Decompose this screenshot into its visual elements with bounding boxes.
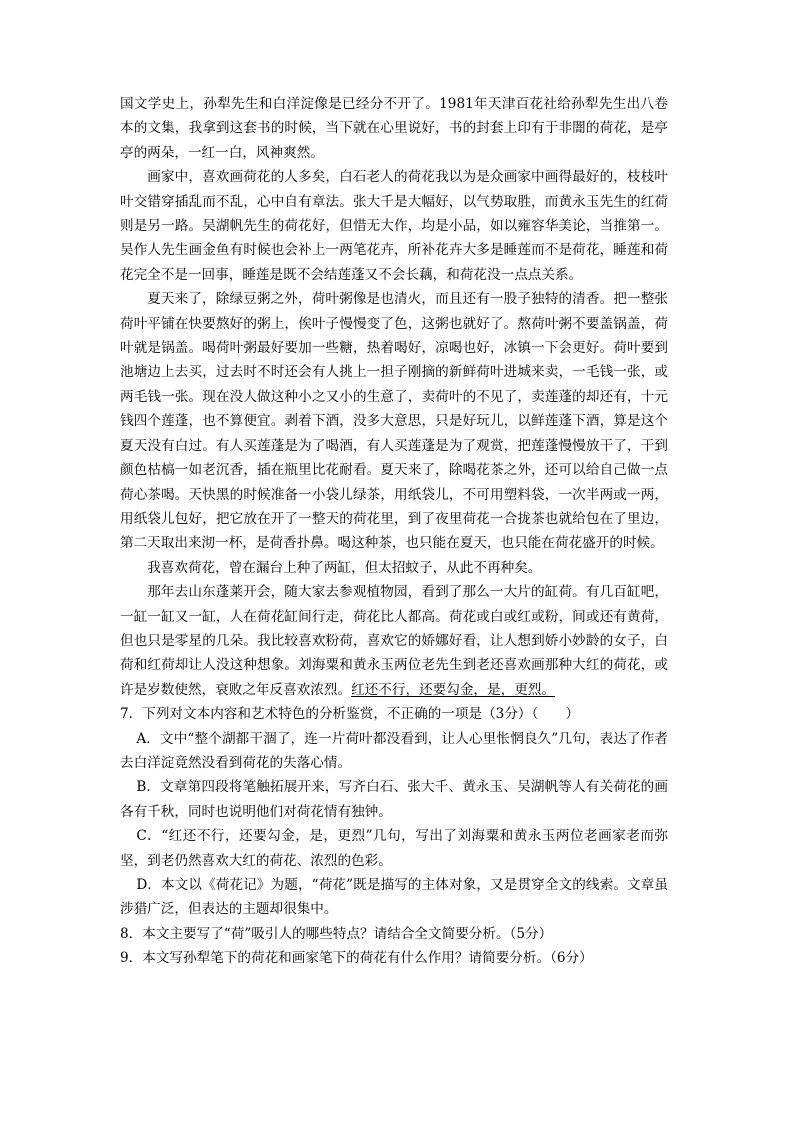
question-7-option-d: D．本文以《荷花记》为题，“荷花”既是描写的主体对象，又是贯穿全文的线索。文章虽涉猎广泛，但表达的主题却很集中。: [120, 877, 668, 918]
question-7-option-c: C．“红还不行，还要勾金，是，更烈”几句，写出了刘海粟和黄永玉两位老画家老而弥坚，到老仍然喜欢大红的荷花、浓烈的色彩。: [120, 828, 668, 869]
question-7-option-a: A．文中“整个湖都干涸了，连一片荷叶都没看到，让人心里怅惘良久”几句，表达了作者去白洋淀竟然没看到荷花的失落心情。: [120, 730, 668, 771]
passage-paragraph-2: 夏天来了，除绿豆粥之外，荷叶粥像是也清火，而且还有一股子独特的清香。把一整张荷叶平铺在快要熬好的粥上，俟叶子慢慢变了色，这粥也就好了。熬荷叶粥不要盖锅盖，荷叶就是锅盖。喝荷叶粥最好要加一些糖，热着喝好，凉喝也好，冰镇一下会更好。荷叶要到池塘边上去买，过去时不时还会有人挑上一担子刚摘的新鲜荷叶进城来卖，一毛钱一张，或两毛钱一张。现在没人做这种小之又小的生意了，卖荷叶的不见了，卖莲蓬的却还有，十元钱四个莲蓬，也不算便宜。剥着下酒，没多大意思，只是好玩儿，以鲜莲蓬下酒，算是这个夏天没有白过。有人买莲蓬是为了喝酒，有人买莲蓬是为了观赏，把莲蓬慢慢放干了，干到颜色枯槁一如老沉香，插在瓶里比花耐看。夏天来了，除喝花茶之外，还可以给自己做一点荷心茶喝。天快黑的时候准备一小袋儿绿茶，用纸袋儿，不可用塑料袋，一次半两或一两，用纸袋儿包好，把它放在开了一整天的荷花里，到了夜里荷花一合拢茶也就给包在了里边，第二天取出来沏一杯，是荷香扑鼻。喝这种茶，也只能在夏天，也只能在荷花盛开的时候。: [120, 291, 668, 552]
underlined-quote: 红还不行，还要勾金，是，更烈。: [351, 681, 555, 698]
passage-paragraph-3: 我喜欢荷花，曾在漏台上种了两缸，但太招蚊子，从此不再种矣。: [147, 559, 542, 576]
document-body: [120, 92, 668, 971]
question-9: 9．本文写孙犁笔下的荷花和画家笔下的荷花有什么作用？请简要分析。（6分）: [120, 950, 593, 967]
question-8: 8．本文主要写了“荷”吸引人的哪些特点？请结合全文简要分析。（5分）: [120, 925, 553, 942]
passage-paragraph-0: 国文学史上，孙犁先生和白洋淀像是已经分不开了。1981年天津百花社给孙犁先生出八卷本的文集，我拿到这套书的时候，当下就在心里说好，书的封套上印有于非闇的荷花，是亭亭的两朵，一红一白，风神爽然。: [120, 96, 668, 161]
passage-paragraph-4: [120, 580, 668, 702]
passage-paragraph-1: 画家中，喜欢画荷花的人多矣，白石老人的荷花我以为是众画家中画得最好的，枝枝叶叶交错穿插乱而不乱，心中自有章法。张大千是大幅好，以气势取胜，而黄永玉先生的红荷则是另一路。吴湖帆先生的荷花好，但惜无大作，均是小品，如以雍容华美论，当推第一。吴作人先生画金鱼有时候也会补上一两笔花卉，所补花卉大多是睡莲而不是荷花，睡莲和荷花完全不是一回事，睡莲是既不会结莲蓬又不会长藕，和荷花没一点点关系。: [120, 169, 668, 283]
question-7-option-b: B．文章第四段将笔触拓展开来，写齐白石、张大千、黄永玉、吴湖帆等人有关荷花的画各有千秋，同时也说明他们对荷花情有独钟。: [120, 779, 668, 820]
passage-paragraph-4-text: 那年去山东蓬莱开会，随大家去参观植物园，看到了那么一大片的缸荷。有几百缸吧，一缸一缸又一缸，人在荷花缸间行走，荷花比人都高。荷花或白或红或粉，间或还有黄荷，但也只是零星的几朵。我比较喜欢粉荷，喜欢它的娇娜好看，让人想到娇小妙龄的女子，白荷和红荷却让人没这种想象。刘海粟和黄永玉两位老先生到老还喜欢画那种大红的荷花，或许是岁数使然，衰败之年反喜欢浓烈。: [120, 584, 668, 698]
question-7: 7．下列对文本内容和艺术特色的分析鉴赏，不正确的一项是（3分）（ ）: [120, 706, 580, 723]
